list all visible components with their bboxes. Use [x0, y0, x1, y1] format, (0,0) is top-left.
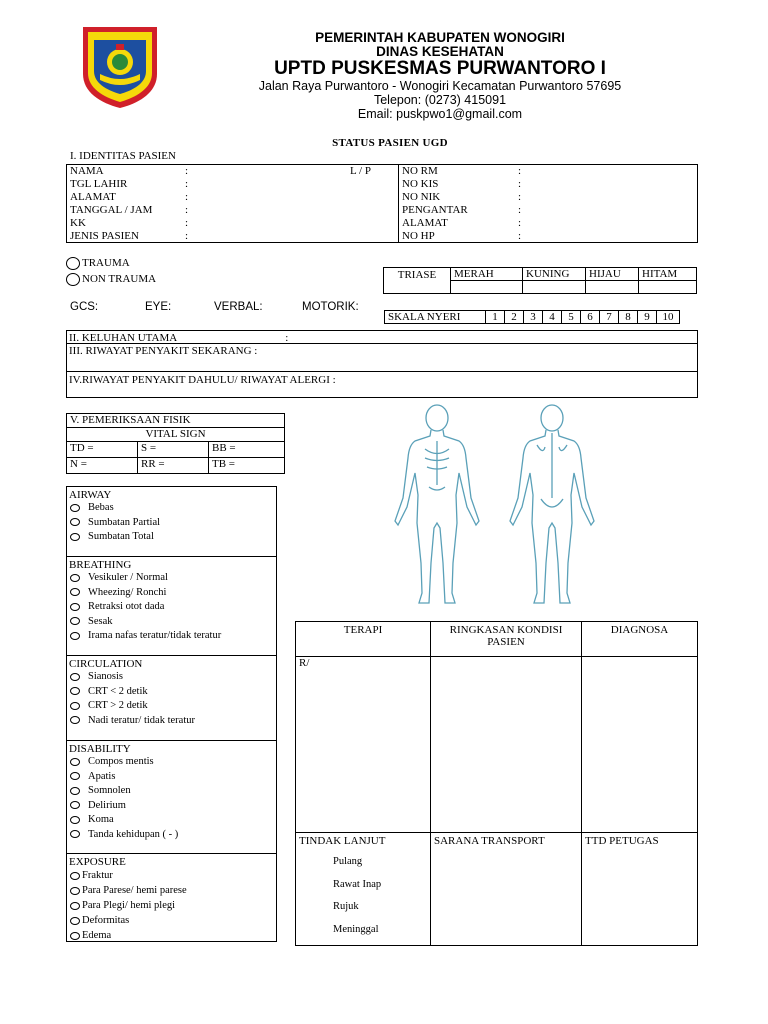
verbal-label: VERBAL:: [214, 301, 263, 313]
triase-yellow: KUNING: [523, 268, 586, 281]
pain-scale-value[interactable]: 1: [486, 311, 505, 324]
identity-right-label: NO KIS: [402, 177, 439, 190]
signature-header: TTD PETUGAS: [585, 835, 659, 847]
follow-up-option[interactable]: Pulang: [333, 856, 363, 867]
identity-left-label: NAMA: [70, 165, 104, 177]
option-label: Sianosis: [88, 671, 124, 682]
tb-field[interactable]: TB =: [209, 458, 285, 474]
pain-scale-value[interactable]: 5: [562, 311, 581, 324]
therapy-cell[interactable]: [296, 657, 431, 833]
radio-circle-icon[interactable]: [70, 588, 80, 596]
document-title: STATUS PASIEN UGD: [332, 137, 448, 149]
option-label: CRT < 2 detik: [88, 685, 148, 697]
radio-circle-icon[interactable]: [70, 533, 80, 541]
follow-up-cell: [296, 833, 431, 946]
radio-circle-icon[interactable]: [70, 872, 80, 880]
pain-scale-value[interactable]: 4: [543, 311, 562, 324]
separator: :: [518, 216, 522, 229]
therapy-header: TERAPI: [296, 622, 431, 657]
triase-label: TRIASE: [384, 268, 451, 294]
body-front: [395, 405, 479, 603]
triase-yellow-check[interactable]: [523, 281, 586, 294]
radio-circle-icon[interactable]: [70, 887, 80, 895]
radio-circle-icon[interactable]: [70, 772, 80, 780]
separator: :: [185, 203, 189, 216]
radio-circle-icon[interactable]: [70, 603, 80, 611]
separator: :: [518, 165, 522, 177]
radio-circle-icon[interactable]: [70, 932, 80, 940]
radio-circle-icon[interactable]: [70, 504, 80, 512]
exposure-title: EXPOSURE: [69, 856, 126, 868]
disability-option[interactable]: [66, 755, 277, 770]
trauma-label: TRAUMA: [82, 257, 130, 270]
option-label: Edema: [82, 930, 112, 941]
disability-option[interactable]: [66, 828, 277, 843]
follow-up-option[interactable]: Rujuk: [333, 901, 359, 912]
option-label: Irama nafas teratur/tidak teratur: [88, 630, 222, 641]
airway-option[interactable]: [66, 516, 277, 531]
radio-circle-icon[interactable]: [70, 673, 80, 681]
radio-circle-icon[interactable]: [70, 716, 80, 724]
radio-circle-icon[interactable]: [66, 257, 80, 270]
radio-circle-icon[interactable]: [70, 902, 80, 910]
pain-scale-value[interactable]: 8: [619, 311, 638, 324]
prescription-label: R/: [299, 657, 310, 669]
identity-right-label: NO NIK: [402, 190, 441, 203]
identity-right-label: ALAMAT: [402, 216, 448, 229]
gender-label: L / P: [350, 165, 371, 177]
diagnosis-header: DIAGNOSA: [582, 622, 698, 657]
radio-circle-icon[interactable]: [70, 758, 80, 766]
option-label: Deformitas: [82, 915, 130, 926]
option-label: Sumbatan Partial: [88, 516, 161, 528]
option-label: Delirium: [88, 799, 126, 811]
breathing-option[interactable]: [66, 629, 277, 644]
treatment-table: [295, 621, 698, 946]
td-field[interactable]: TD =: [67, 442, 138, 458]
bb-field[interactable]: BB =: [209, 442, 285, 458]
option-label: Apatis: [88, 770, 116, 782]
exposure-section: [66, 853, 277, 943]
identity-left-label: TANGGAL / JAM: [70, 203, 153, 216]
disability-title: DISABILITY: [69, 743, 131, 755]
current-illness-label: III. RIWAYAT PENYAKIT SEKARANG :: [69, 345, 258, 357]
pain-scale-table: [384, 310, 680, 324]
radio-circle-icon[interactable]: [70, 518, 80, 526]
separator: :: [185, 177, 189, 190]
separator: :: [185, 165, 189, 177]
identity-right-label: PENGANTAR: [402, 203, 468, 216]
option-label: Fraktur: [82, 870, 113, 881]
rr-field[interactable]: RR =: [138, 458, 209, 474]
radio-circle-icon[interactable]: [70, 917, 80, 925]
n-field[interactable]: N =: [67, 458, 138, 474]
disability-option[interactable]: [66, 770, 277, 785]
breathing-option[interactable]: [66, 615, 277, 630]
breathing-option[interactable]: [66, 600, 277, 615]
header-clinic: UPTD PUSKESMAS PURWANTORO I: [274, 58, 606, 79]
radio-circle-icon[interactable]: [70, 687, 80, 695]
option-label: Koma: [88, 814, 114, 825]
separator: :: [518, 190, 522, 203]
circulation-title: CIRCULATION: [69, 658, 143, 670]
header-email: Email: puskpwo1@gmail.com: [357, 107, 523, 121]
history-block: [66, 330, 698, 398]
breathing-title: BREATHING: [69, 559, 132, 571]
follow-up-option[interactable]: Rawat Inap: [333, 878, 382, 890]
breathing-option[interactable]: [66, 571, 277, 586]
option-label: Sumbatan Total: [88, 531, 154, 542]
option-label: Sesak: [88, 615, 113, 627]
transport-header: SARANA TRANSPORT: [434, 835, 545, 847]
body-diagram: [385, 403, 615, 608]
option-label: Tanda kehidupan ( - ): [88, 828, 179, 840]
separator: :: [518, 229, 522, 242]
body-back: [510, 405, 594, 603]
breathing-option[interactable]: [66, 586, 277, 601]
follow-up-header: TINDAK LANJUT: [299, 835, 386, 847]
header-address: Jalan Raya Purwantoro - Wonogiri Kecamatan Purwantoro 57695: [258, 79, 622, 93]
option-label: Vesikuler / Normal: [88, 572, 168, 583]
airway-title: AIRWAY: [69, 489, 112, 501]
airway-section: [66, 486, 277, 545]
pain-scale-value[interactable]: 6: [581, 311, 600, 324]
airway-option[interactable]: [66, 530, 277, 545]
triase-green-check[interactable]: [586, 281, 639, 294]
pain-scale-value[interactable]: 10: [657, 311, 680, 324]
option-label: CRT > 2 detik: [88, 700, 148, 711]
non-trauma-label: NON TRAUMA: [82, 273, 157, 286]
circulation-option[interactable]: [66, 714, 277, 729]
header-government: PEMERINTAH KABUPATEN WONOGIRI: [315, 30, 565, 45]
option-label: Wheezing/ Ronchi: [88, 586, 167, 598]
past-illness-label: IV.RIWAYAT PENYAKIT DAHULU/ RIWAYAT ALERGI :: [69, 374, 336, 386]
motorik-label: MOTORIK:: [302, 301, 359, 313]
radio-circle-icon[interactable]: [70, 830, 80, 838]
disability-section: [66, 740, 277, 842]
gcs-label: GCS:: [70, 301, 99, 313]
option-label: Para Parese/ hemi parese: [82, 885, 187, 896]
airway-option[interactable]: [66, 501, 277, 516]
trauma-option[interactable]: [66, 257, 130, 270]
pain-scale-value[interactable]: 2: [505, 311, 524, 324]
triase-red: MERAH: [451, 268, 523, 281]
header-phone: Telepon: (0273) 415091: [373, 93, 507, 107]
triase-black-check[interactable]: [639, 281, 697, 294]
identity-right-label: NO RM: [402, 165, 438, 177]
disability-option[interactable]: [66, 784, 277, 799]
header-agency: DINAS KESEHATAN: [376, 44, 504, 59]
triase-green: HIJAU: [586, 268, 639, 281]
radio-circle-icon[interactable]: [66, 273, 80, 286]
identity-left-label: KK: [70, 216, 86, 229]
radio-circle-icon[interactable]: [70, 702, 80, 710]
pain-scale-value[interactable]: 3: [524, 311, 543, 324]
separator: :: [185, 190, 189, 203]
pain-scale-value[interactable]: 7: [600, 311, 619, 324]
circulation-option[interactable]: [66, 685, 277, 700]
physical-exam-title: V. PEMERIKSAAN FISIK: [67, 414, 285, 428]
option-label: Compos mentis: [88, 756, 154, 767]
option-label: Retraksi otot dada: [88, 601, 165, 612]
disability-option[interactable]: [66, 799, 277, 814]
separator: :: [185, 229, 189, 242]
non-trauma-option[interactable]: [66, 273, 156, 286]
exposure-option[interactable]: [66, 868, 277, 883]
regency-logo: [80, 24, 160, 110]
summary-header: RINGKASAN KONDISI PASIEN: [431, 622, 582, 657]
circulation-section: [66, 655, 277, 728]
pain-scale-value[interactable]: 9: [638, 311, 657, 324]
chief-complaint-text: II. KELUHAN UTAMA: [69, 332, 178, 344]
eye-label: EYE:: [145, 301, 172, 313]
circulation-option[interactable]: [66, 670, 277, 685]
exposure-option[interactable]: [66, 898, 277, 913]
option-label: Bebas: [88, 502, 114, 513]
signature-cell[interactable]: [582, 833, 698, 946]
exposure-option[interactable]: [66, 883, 277, 898]
divider: [67, 343, 697, 344]
s-field[interactable]: S =: [138, 442, 209, 458]
separator: :: [518, 177, 522, 190]
option-label: Nadi teratur/ tidak teratur: [88, 714, 195, 726]
diagnosis-cell[interactable]: [582, 657, 698, 833]
vital-sign-title: VITAL SIGN: [67, 428, 285, 442]
triase-table: [383, 267, 697, 294]
identity-section-title: I. IDENTITAS PASIEN: [70, 150, 176, 162]
vital-sign-table: [66, 413, 285, 474]
pain-scale-label: SKALA NYERI: [385, 311, 486, 324]
option-label: Somnolen: [88, 785, 131, 796]
radio-circle-icon[interactable]: [70, 632, 80, 640]
radio-circle-icon[interactable]: [70, 801, 80, 809]
exposure-option[interactable]: [66, 913, 277, 928]
separator: :: [285, 332, 289, 344]
option-label: Para Plegi/ hemi plegi: [82, 900, 176, 911]
transport-cell[interactable]: [431, 833, 582, 946]
identity-left-label: TGL LAHIR: [70, 177, 128, 190]
summary-cell[interactable]: [431, 657, 582, 833]
radio-circle-icon[interactable]: [70, 787, 80, 795]
follow-up-option[interactable]: Meninggal: [333, 923, 379, 935]
separator: :: [185, 216, 189, 229]
triase-black: HITAM: [639, 268, 697, 281]
triase-red-check[interactable]: [451, 281, 523, 294]
breathing-section: [66, 556, 277, 644]
radio-circle-icon[interactable]: [70, 816, 80, 824]
identity-left-label: JENIS PASIEN: [70, 229, 139, 242]
identity-table: [66, 164, 698, 243]
disability-option[interactable]: [66, 813, 277, 828]
exposure-option[interactable]: [66, 928, 277, 943]
identity-left-label: ALAMAT: [70, 190, 116, 203]
divider: [67, 371, 697, 372]
identity-right-label: NO HP: [402, 229, 435, 242]
separator: :: [518, 203, 522, 216]
circulation-option[interactable]: [66, 699, 277, 714]
radio-circle-icon[interactable]: [70, 574, 80, 582]
radio-circle-icon[interactable]: [70, 617, 80, 625]
